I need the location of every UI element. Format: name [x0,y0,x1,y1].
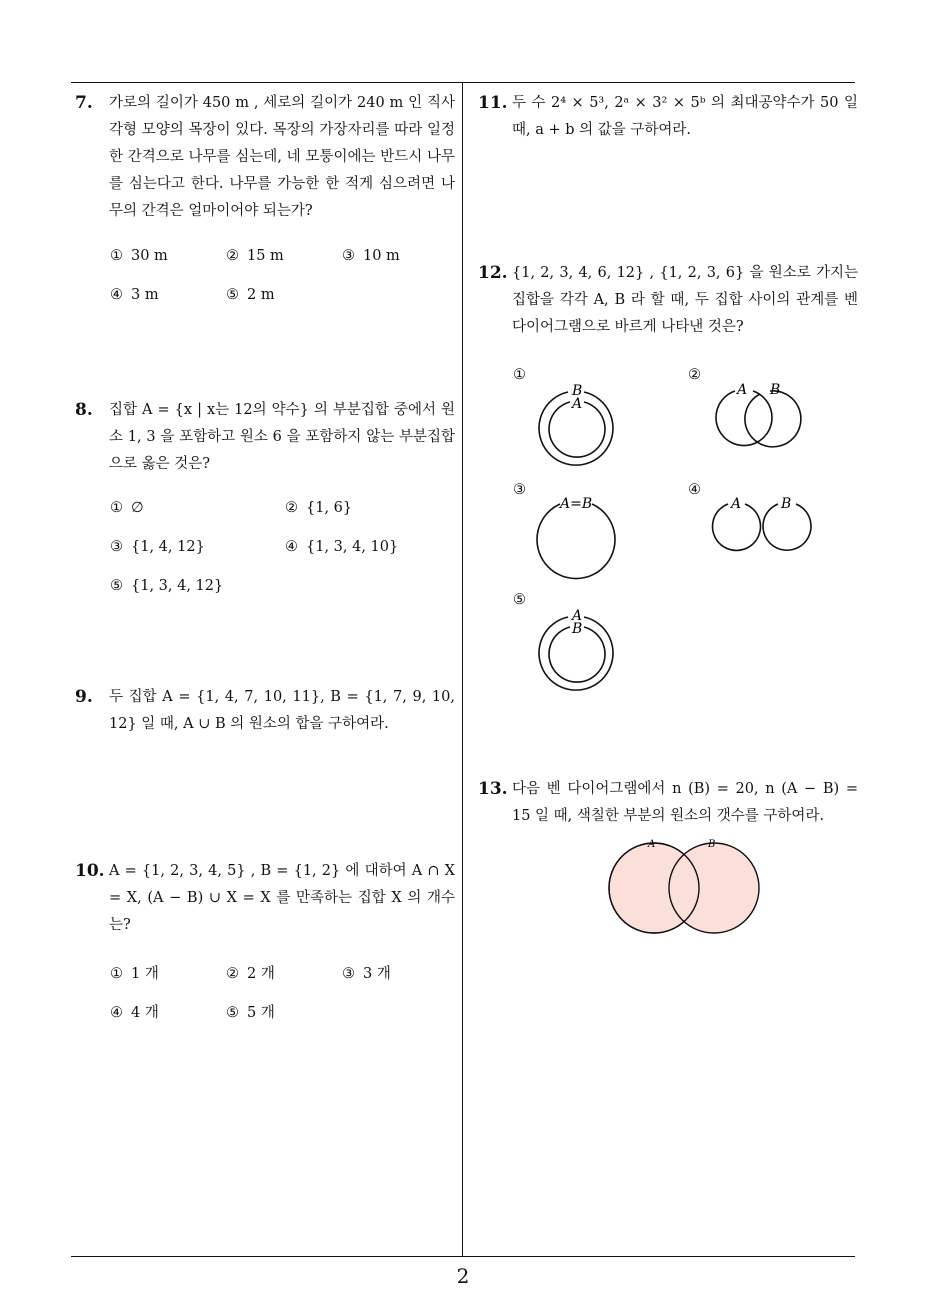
question-11 [478,90,858,144]
option-2[interactable]: ② 15 m [226,248,284,264]
option-4[interactable]: ④ 3 m [110,287,159,303]
venn-label-outer: A [572,608,583,624]
option-1[interactable]: ① ∅ [110,500,144,516]
option-4-mark[interactable]: ④ [688,482,701,498]
venn-label-a: A [731,496,742,512]
venn-label-inner: B [572,621,583,637]
page-number: 2 [456,1264,470,1288]
question-text: 두 집합 A = {1, 4, 7, 10, 11}, B = {1, 7, 9, 10, 12} 일 때, A ∪ B 의 원소의 합을 구하여라. [109,689,455,732]
option-3[interactable]: ③ {1, 4, 12} [110,539,205,555]
option-2-mark[interactable]: ② [688,367,701,383]
question-9 [75,684,455,738]
question-7 [75,90,455,225]
question-number: 13. [478,779,508,799]
question-number: 9. [75,687,93,707]
option-1-mark[interactable]: ① [513,367,526,383]
option-5-mark[interactable]: ⑤ [513,592,526,608]
option-3-mark[interactable]: ③ [513,482,526,498]
venn-label-a: A [737,382,748,398]
venn-label-ab: A=B [560,496,593,512]
option-1[interactable]: ① 1 개 [110,966,159,982]
venn-label-b: B [708,839,716,850]
option-3[interactable]: ③ 3 개 [342,966,391,982]
question-text: 가로의 길이가 450 m , 세로의 길이가 240 m 인 직사각형 모양의 목장이 있다. 목장의 가장자리를 따라 일정한 간격으로 나무를 심는데, 네 모퉁이에는 반드시 나무를 심는다고 한다. 나무를 가능한 한 적게 심으려면 나무의 간격은 얼마이어야 되는가? [109,95,455,219]
top-rule [71,82,855,83]
option-4[interactable]: ④ {1, 3, 4, 10} [285,539,399,555]
venn-option-1[interactable] [532,380,622,470]
question-text: 다음 벤 다이어그램에서 n (B) = 20, n (A − B) = 15 일 때, 색칠한 부분의 원소의 갯수를 구하여라. [512,781,858,824]
option-2[interactable]: ② 2 개 [226,966,275,982]
venn-circle-a [716,391,772,446]
option-5[interactable]: ⑤ 2 m [226,287,275,303]
venn-option-4[interactable] [708,492,813,557]
venn-option-5[interactable] [532,605,622,695]
venn-label-outer: B [572,383,583,399]
bottom-rule [71,1256,855,1257]
option-5[interactable]: ⑤ 5 개 [226,1005,275,1021]
question-12 [478,260,858,341]
question-number: 7. [75,93,93,113]
question-8 [75,397,455,478]
question-number: 11. [478,93,508,113]
option-4[interactable]: ④ 4 개 [110,1005,159,1021]
option-5[interactable]: ⑤ {1, 3, 4, 12} [110,578,224,594]
venn-circle-ab [537,504,615,579]
question-number: 12. [478,263,508,283]
question-number: 8. [75,400,93,420]
question-text: {1, 2, 3, 4, 6, 12} , {1, 2, 3, 6} 을 원소로 가지는 집합을 각각 A, B 라 할 때, 두 집합 사이의 관계를 벤 다이어그램으로 바르게 나타낸 것은? [512,265,858,335]
question-13 [478,776,858,830]
venn-label-b: B [781,496,792,512]
option-2[interactable]: ② {1, 6} [285,500,353,516]
question-text: 집합 A = {x | x는 12의 약수} 의 부분집합 중에서 원소 1, 3 을 포함하고 원소 6 을 포함하지 않는 부분집합으로 옳은 것은? [109,402,455,472]
venn-q13 [602,836,762,938]
option-1[interactable]: ① 30 m [110,248,168,264]
question-10 [75,858,455,939]
question-text: A = {1, 2, 3, 4, 5} , B = {1, 2} 에 대하여 A ∩ X = X, (A − B) ∪ X = X 를 만족하는 집합 X 의 개수는? [109,863,455,933]
venn-label-a: A [648,839,656,850]
column-divider [462,82,463,1256]
venn-option-3[interactable] [532,492,622,582]
question-text: 두 수 2⁴ × 5³, 2ᵃ × 3² × 5ᵇ 의 최대공약수가 50 일 때, a + b 의 값을 구하여라. [512,95,858,138]
venn-label-b: B [770,382,781,398]
option-3[interactable]: ③ 10 m [342,248,400,264]
venn-label-inner: A [572,396,583,412]
question-number: 10. [75,861,105,881]
venn-option-2[interactable] [708,378,808,453]
